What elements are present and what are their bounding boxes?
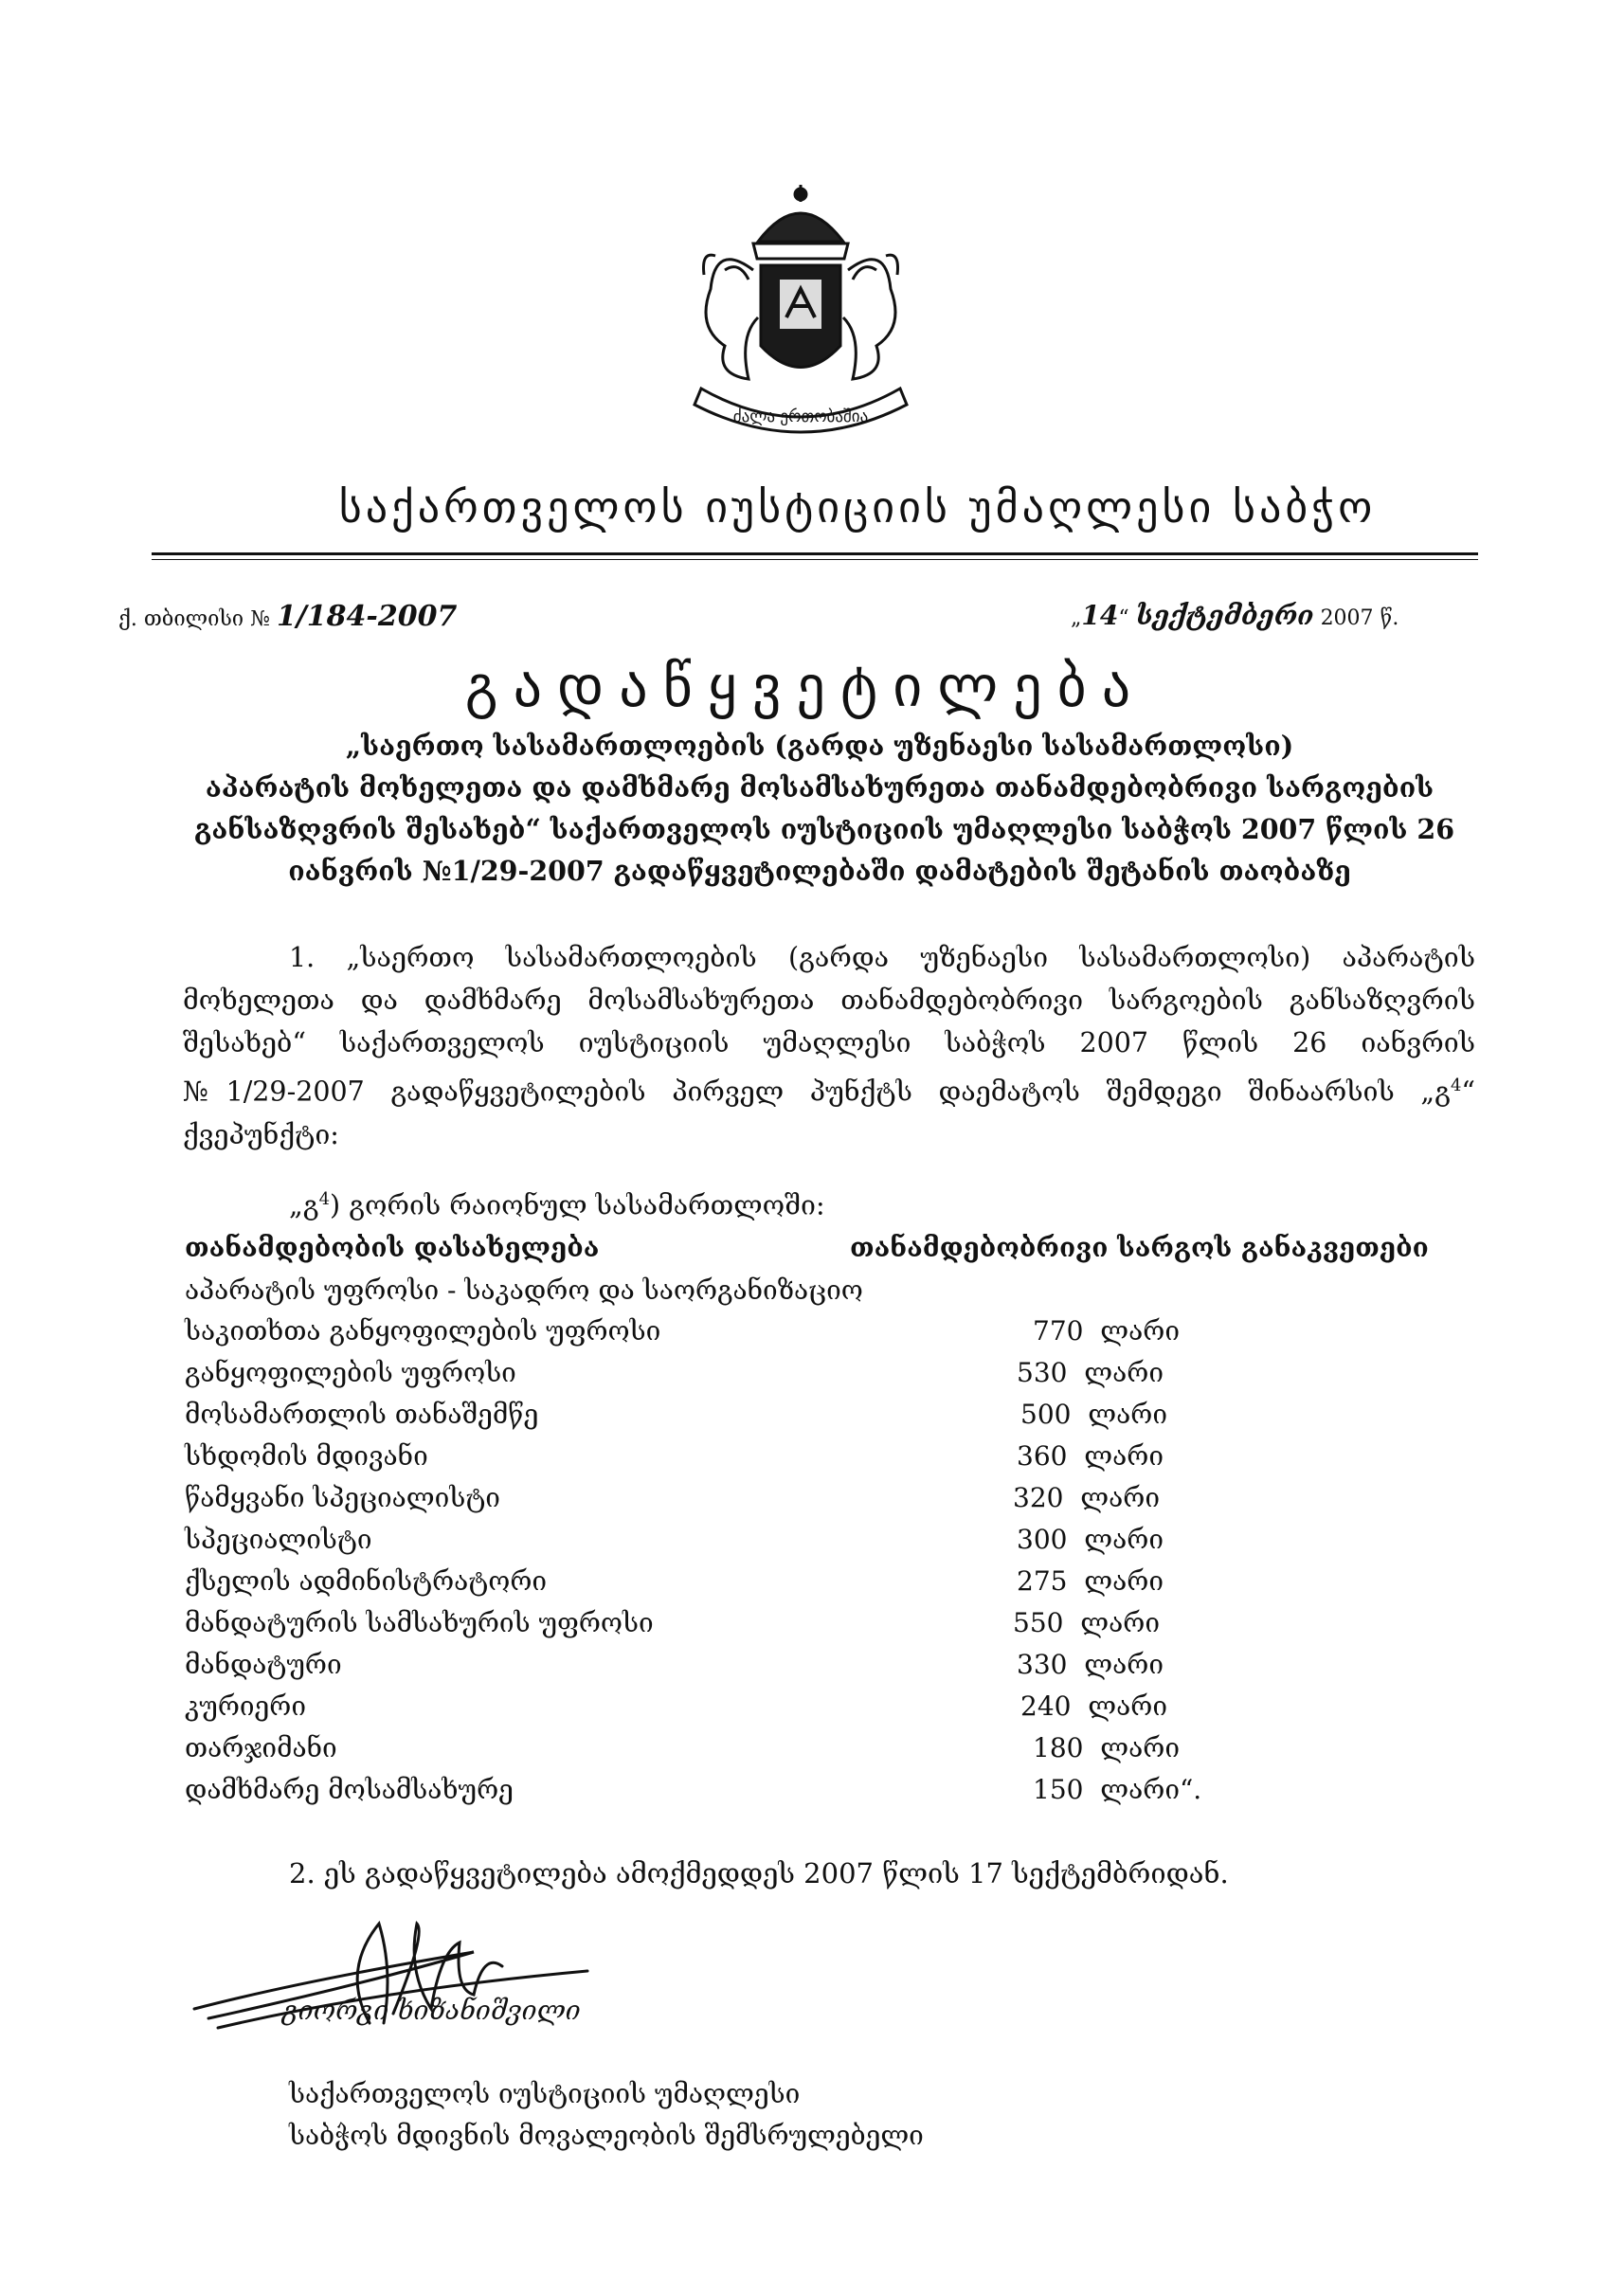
table-group-row — [185, 1275, 1246, 1316]
council-title: საქართველოს იუსტიციის უმაღლესი საბჭო — [338, 481, 1377, 533]
document-heading: გადაწყვეტილება — [464, 654, 1146, 720]
salary — [1033, 1732, 1289, 1763]
salary-amount: 320 — [1013, 1482, 1064, 1513]
salary-unit: ლარი“. — [1100, 1774, 1202, 1805]
paragraph-line-with-sup — [183, 1064, 1475, 1113]
salary-amount: 500 — [1020, 1399, 1072, 1430]
salary — [1017, 1440, 1272, 1472]
date-year: 2007 — [1320, 606, 1374, 630]
subject-line: „საერთო სასამართლოების (გარდა უზენაესი სასამართლოსი) — [345, 730, 1294, 762]
subject-line: აპარატის მოხელეთა და დამხმარე მოსამსახურეთა თანამდებობრივი სარგოების — [205, 771, 1435, 804]
salary-amount: 300 — [1017, 1524, 1068, 1555]
table-row — [185, 1399, 1246, 1440]
column-header-position: თანამდებობის დასახელება — [185, 1232, 600, 1263]
salary-amount: 330 — [1017, 1649, 1068, 1680]
table-row — [185, 1732, 1246, 1774]
salary-amount: 150 — [1033, 1774, 1084, 1805]
salary-unit: ლარი — [1080, 1482, 1160, 1513]
salary — [1020, 1399, 1276, 1430]
signer-position-line1: საქართველოს იუსტიციის უმაღლესი — [289, 2078, 801, 2109]
position-name: მანდატურის სამსახურის უფროსი — [185, 1607, 654, 1638]
salary — [1013, 1482, 1269, 1513]
salary-amount: 550 — [1013, 1607, 1064, 1638]
salary-unit: ლარი — [1084, 1649, 1164, 1680]
position-name: წამყვანი სპეციალისტი — [185, 1482, 500, 1513]
salary — [1033, 1774, 1289, 1805]
paragraph-2: 2. ეს გადაწყვეტილება ამოქმედდეს 2007 წლის 17 სექტემბრიდან. — [289, 1857, 1229, 1889]
position-name: სხდომის მდივანი — [185, 1440, 428, 1472]
position-name: კურიერი — [185, 1690, 306, 1722]
paragraph-line: მოხელეთა და დამხმარე მოსამსახურეთა თანამდებობრივი სარგოების განსაზღვრის — [183, 985, 1475, 1016]
salary — [1017, 1524, 1272, 1555]
signer-name: გიორგი ხიზანიშვილი — [282, 1995, 581, 2026]
coat-of-arms-icon — [659, 185, 943, 455]
salary-amount: 240 — [1020, 1690, 1072, 1722]
superscript: 4 — [1450, 1076, 1462, 1095]
paragraph-line: შესახებ“ საქართველოს იუსტიციის უმაღლესი საბჭოს 2007 წლის 26 იანვრის — [183, 1027, 1475, 1058]
salary-amount: 770 — [1033, 1315, 1084, 1347]
subject-line: იანვრის №1/29-2007 გადაწყვეტილებაში დამატების შეტანის თაობაზე — [288, 855, 1351, 887]
position-name: მოსამართლის თანაშემწე — [185, 1399, 539, 1430]
emblem-motto: ძალა ერთობაშია — [732, 407, 869, 426]
city: ქ. თბილისი — [118, 607, 244, 631]
paragraph-line-text: №1/29-2007 გადაწყვეტილების პირველ პუნქტს დაემატოს შემდეგი შინაარსის „გ — [183, 1076, 1451, 1108]
table-row — [185, 1649, 1246, 1690]
date-month: სექტემბერი — [1135, 600, 1314, 631]
table-row — [185, 1357, 1246, 1399]
salary-amount: 180 — [1033, 1732, 1084, 1763]
salary — [1017, 1565, 1272, 1597]
superscript: 4 — [318, 1189, 331, 1209]
position-name: თარჯიმანი — [185, 1732, 337, 1763]
salary-unit: ლარი — [1100, 1315, 1180, 1347]
salary — [1017, 1649, 1272, 1680]
salary-unit: ლარი — [1084, 1565, 1164, 1597]
subparagraph-text: ) გორის რაიონულ სასამართლოში: — [330, 1189, 825, 1221]
paragraph-1 — [183, 936, 1475, 1156]
decision-number: 1/184-2007 — [276, 600, 458, 633]
position-name: სპეციალისტი — [185, 1524, 372, 1555]
table-row — [185, 1524, 1246, 1565]
table-row — [185, 1482, 1246, 1524]
quote-close: “ — [1461, 1076, 1475, 1108]
salary — [1020, 1690, 1276, 1722]
signature-icon — [189, 1914, 635, 2047]
salary-amount: 530 — [1017, 1357, 1068, 1388]
salary — [1013, 1607, 1269, 1638]
number-prefix: № — [250, 607, 270, 631]
position-name: დამხმარე მოსამსახურე — [185, 1774, 514, 1805]
title-rule-thin — [152, 559, 1478, 560]
place-and-number — [118, 600, 457, 633]
group-label: აპარატის უფროსი - საკადრო და საორგანიზაციო — [185, 1275, 863, 1306]
position-name: საკითხთა განყოფილების უფროსი — [185, 1315, 661, 1347]
salary-unit: ლარი — [1088, 1399, 1167, 1430]
table-row — [185, 1440, 1246, 1482]
paragraph-line: ქვეპუნქტი: — [183, 1118, 339, 1150]
salary-amount: 360 — [1017, 1440, 1068, 1472]
salary-unit: ლარი — [1080, 1607, 1160, 1638]
table-row — [185, 1315, 1246, 1357]
date-quote-close: “ — [1118, 606, 1129, 630]
salary-unit: ლარი — [1088, 1690, 1167, 1722]
salary-amount: 275 — [1017, 1565, 1068, 1597]
salary — [1033, 1315, 1289, 1347]
position-name: განყოფილების უფროსი — [185, 1357, 516, 1388]
title-rule — [152, 552, 1478, 555]
salary-unit: ლარი — [1084, 1357, 1164, 1388]
subject-line: განსაზღვრის შესახებ“ საქართველოს იუსტიციის უმაღლესი საბჭოს 2007 წლის 26 — [194, 813, 1455, 845]
position-name: მანდატური — [185, 1649, 342, 1680]
document-subject — [194, 725, 1455, 892]
table-row — [185, 1690, 1246, 1732]
date-day: 14 — [1081, 600, 1119, 631]
date-quote-open: „ — [1071, 606, 1082, 630]
salary-unit: ლარი — [1100, 1732, 1180, 1763]
subparagraph-intro — [289, 1189, 825, 1221]
table-row — [185, 1607, 1246, 1649]
table-row — [185, 1774, 1246, 1816]
paragraph-line: 1. „საერთო სასამართლოების (გარდა უზენაესი სასამართლოსი) აპარატის — [289, 942, 1475, 973]
salary-unit: ლარი — [1084, 1524, 1164, 1555]
position-name: ქსელის ადმინისტრატორი — [185, 1565, 548, 1597]
column-header-salary: თანამდებობრივი სარგოს განაკვეთები — [850, 1232, 1429, 1263]
table-row — [185, 1565, 1246, 1607]
signer-position-line2: საბჭოს მდივნის მოვალეობის შემსრულებელი — [289, 2120, 924, 2151]
subparagraph-label: „გ — [289, 1189, 319, 1221]
date-year-suffix: წ. — [1380, 606, 1399, 630]
decision-date — [1071, 600, 1398, 631]
salary — [1017, 1357, 1272, 1388]
salary-unit: ლარი — [1084, 1440, 1164, 1472]
